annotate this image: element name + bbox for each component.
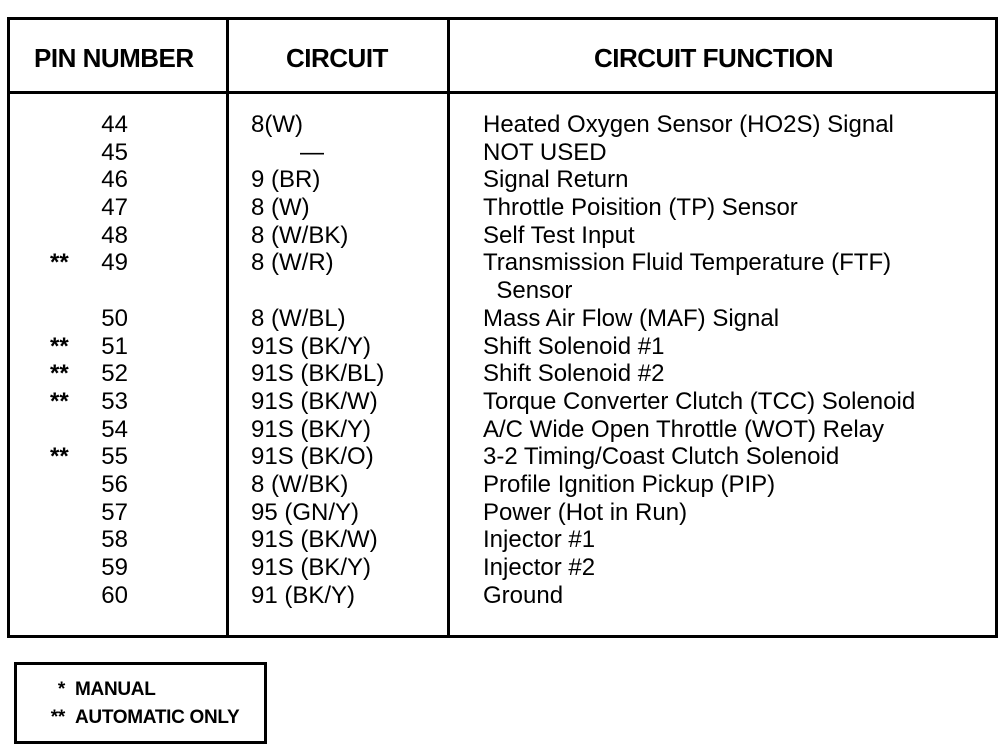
table-row bbox=[10, 526, 995, 554]
legend-mark: ** bbox=[50, 707, 65, 728]
pin-number-cell: 60 bbox=[101, 581, 128, 609]
table-row bbox=[10, 249, 995, 304]
circuit-cell: 8(W) bbox=[251, 111, 303, 138]
header-pin-number: PIN NUMBER bbox=[34, 43, 194, 73]
table-row bbox=[10, 194, 995, 222]
header-circuit-function: CIRCUIT FUNCTION bbox=[594, 43, 833, 73]
circuit-function-cell: Injector #1 bbox=[483, 526, 596, 554]
legend-label: AUTOMATIC ONLY bbox=[75, 707, 240, 728]
automatic-only-marker: ** bbox=[50, 387, 69, 415]
circuit-function-cell: Throttle Poisition (TP) Sensor bbox=[483, 194, 798, 222]
legend-mark: * bbox=[57, 679, 65, 700]
pin-number-cell: 51 bbox=[101, 332, 128, 360]
circuit-function-cell: Power (Hot in Run) bbox=[483, 498, 688, 526]
legend-label: MANUAL bbox=[75, 679, 156, 700]
circuit-function-cell: Mass Air Flow (MAF) Signal bbox=[483, 304, 780, 332]
table-row bbox=[10, 139, 995, 167]
table-row bbox=[10, 554, 995, 582]
table-row bbox=[10, 111, 995, 139]
table-row bbox=[10, 499, 995, 527]
pin-number-cell: 47 bbox=[101, 194, 128, 222]
pin-number-cell: 57 bbox=[101, 498, 128, 526]
circuit-cell: 95 (GN/Y) bbox=[251, 498, 360, 526]
table-row bbox=[10, 166, 995, 194]
legend-box bbox=[14, 662, 267, 744]
circuit-function-cell: 3-2 Timing/Coast Clutch Solenoid bbox=[483, 443, 840, 471]
circuit-cell: 91S (BK/O) bbox=[251, 443, 374, 471]
circuit-function-cell: Injector #2 bbox=[483, 554, 596, 582]
circuit-cell: — bbox=[300, 138, 324, 166]
legend-item-automatic-only bbox=[27, 707, 239, 729]
pin-table bbox=[7, 17, 998, 638]
table-row bbox=[10, 305, 995, 333]
pin-number-cell: 54 bbox=[101, 415, 128, 443]
circuit-function-cell: NOT USED bbox=[483, 138, 607, 166]
table-body bbox=[10, 111, 995, 609]
table-row bbox=[10, 582, 995, 610]
circuit-function-cell: Shift Solenoid #2 bbox=[483, 360, 665, 388]
automatic-only-marker: ** bbox=[50, 332, 69, 360]
pin-number-cell: 45 bbox=[101, 138, 128, 166]
pin-number-cell: 52 bbox=[101, 360, 128, 388]
circuit-cell: 8 (W/BL) bbox=[251, 304, 346, 332]
circuit-cell: 91S (BK/BL) bbox=[251, 360, 385, 388]
circuit-function-cell: Signal Return bbox=[483, 166, 629, 194]
circuit-function-cell: Profile Ignition Pickup (PIP) bbox=[483, 470, 776, 498]
table-row bbox=[10, 416, 995, 444]
table-row bbox=[10, 222, 995, 250]
pin-number-cell: 59 bbox=[101, 554, 128, 582]
circuit-cell: 91 (BK/Y) bbox=[251, 581, 356, 609]
circuit-cell: 91S (BK/Y) bbox=[251, 332, 372, 360]
circuit-function-cell: Transmission Fluid Temperature (FTF) Sensor bbox=[483, 249, 892, 305]
circuit-function-cell: A/C Wide Open Throttle (WOT) Relay bbox=[483, 415, 884, 443]
automatic-only-marker: ** bbox=[50, 443, 69, 471]
legend-item-manual bbox=[27, 679, 156, 701]
circuit-function-cell: Self Test Input bbox=[483, 221, 635, 249]
circuit-function-cell: Shift Solenoid #1 bbox=[483, 332, 665, 360]
automatic-only-marker: ** bbox=[50, 249, 69, 277]
pin-number-cell: 56 bbox=[101, 470, 128, 498]
circuit-cell: 91S (BK/Y) bbox=[251, 554, 372, 582]
pin-number-cell: 48 bbox=[101, 221, 128, 249]
circuit-function-cell: Heated Oxygen Sensor (HO2S) Signal bbox=[483, 111, 894, 138]
circuit-cell: 8 (W/BK) bbox=[251, 470, 349, 498]
header-divider bbox=[10, 91, 995, 94]
circuit-cell: 8 (W/R) bbox=[251, 249, 334, 277]
circuit-cell: 8 (W) bbox=[251, 194, 310, 222]
pin-number-cell: 55 bbox=[101, 443, 128, 471]
table-row bbox=[10, 443, 995, 471]
header-circuit: CIRCUIT bbox=[286, 43, 388, 73]
automatic-only-marker: ** bbox=[50, 360, 69, 388]
pin-number-cell: 50 bbox=[101, 304, 128, 332]
table-row bbox=[10, 388, 995, 416]
circuit-cell: 91S (BK/W) bbox=[251, 526, 378, 554]
table-row bbox=[10, 333, 995, 361]
table-row bbox=[10, 360, 995, 388]
pin-number-cell: 49 bbox=[101, 249, 128, 277]
circuit-cell: 8 (W/BK) bbox=[251, 221, 349, 249]
pin-number-cell: 53 bbox=[101, 387, 128, 415]
circuit-cell: 9 (BR) bbox=[251, 166, 321, 194]
pin-number-cell: 58 bbox=[101, 526, 128, 554]
pin-number-cell: 46 bbox=[101, 166, 128, 194]
circuit-cell: 91S (BK/Y) bbox=[251, 415, 372, 443]
pin-number-cell: 44 bbox=[101, 111, 128, 138]
circuit-function-cell: Torque Converter Clutch (TCC) Solenoid bbox=[483, 387, 916, 415]
circuit-function-cell: Ground bbox=[483, 581, 564, 609]
circuit-cell: 91S (BK/W) bbox=[251, 387, 378, 415]
table-row bbox=[10, 471, 995, 499]
